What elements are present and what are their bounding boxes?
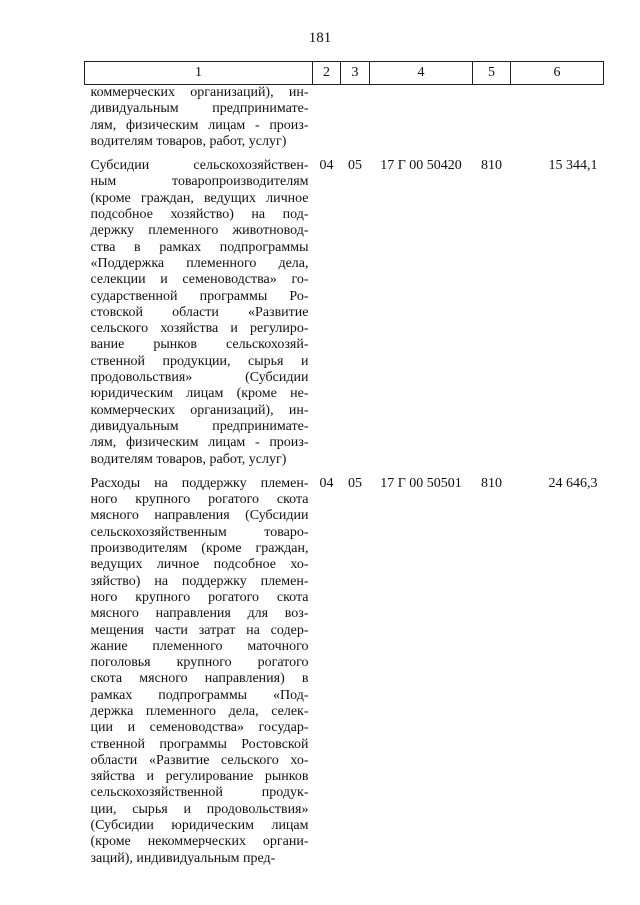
description-line: коммерческих организаций), ин-: [90, 85, 309, 100]
header-col-6: 6: [511, 62, 604, 85]
description-line: стовской области «Развитие: [90, 304, 309, 320]
table-header: [85, 62, 604, 85]
description-line: рамках подпрограммы «Под-: [90, 687, 309, 703]
table-row: [85, 468, 604, 867]
row-description: [85, 150, 313, 468]
row-amount: 15 344,1: [548, 158, 598, 174]
description-line: ведущих личное подсобное хо-: [90, 557, 309, 573]
description-line: сельского хозяйства и регулиро-: [90, 321, 309, 337]
description-line: ства в рамках подпрограммы: [90, 239, 309, 255]
description-line: подсобное хозяйство) на под-: [90, 207, 309, 223]
description-line: вание рынков сельскохозяй-: [90, 337, 309, 353]
description-line: поголовья крупного рогатого: [90, 655, 309, 671]
description-line: зяйства и регулирование рынков: [90, 769, 309, 785]
description-line: дивидуальным предпринимате-: [90, 418, 309, 434]
description-line: ного крупного рогатого скота: [90, 589, 309, 605]
description-line: (кроме граждан, ведущих личное: [90, 190, 309, 206]
description-line: скота мясного направления) в: [90, 671, 309, 687]
description-line: сударственной программы Ро-: [90, 288, 309, 304]
description-line: (кроме некоммерческих органи-: [90, 834, 309, 850]
description-line: мясного направления (Субсидии: [90, 508, 309, 524]
row-description: [85, 468, 313, 867]
description-line: продовольствия» (Субсидии: [90, 370, 309, 386]
table-body: [85, 85, 604, 867]
description-line: зяйство) на поддержку племен-: [90, 573, 309, 589]
row-amount: 24 646,3: [548, 475, 598, 491]
description-line: сельскохозяйственным товаро-: [90, 524, 309, 540]
description-line: водителям товаров, работ, услуг): [90, 451, 287, 467]
page-number: 181: [308, 30, 332, 46]
row-expense-type-code: 810: [481, 475, 502, 491]
description-line: ным товаропроизводителям: [90, 174, 309, 190]
description-line: ственной программы Ростовской: [90, 736, 309, 752]
description-line: лям, физическим лицам - произ-: [90, 435, 309, 451]
description-line: водителям товаров, работ, услуг): [90, 133, 287, 149]
description-line: сельскохозяйственной продук-: [90, 785, 309, 801]
description-line: мясного направления для воз-: [90, 606, 309, 622]
header-col-3: 3: [341, 62, 370, 85]
description-line: лям, физическим лицам - произ-: [90, 117, 309, 133]
description-line: области «Развитие сельского хо-: [90, 752, 309, 768]
description-line: дивидуальным предпринимате-: [90, 101, 309, 117]
table-row: [85, 150, 604, 468]
description-line: Субсидии сельскохозяйствен-: [90, 158, 309, 174]
description-line: производителям (кроме граждан,: [90, 541, 309, 557]
header-col-2: 2: [313, 62, 341, 85]
table-row-continuation: [85, 85, 604, 151]
description-line: держку племенного животновод-: [90, 223, 309, 239]
description-line: селекции и семеноводства» го-: [90, 272, 309, 288]
description-line: ции, сырья и продовольствия»: [90, 801, 309, 817]
description-line: юридическим лицам (кроме не-: [90, 386, 309, 402]
row-section-code: 04: [319, 158, 334, 174]
description-line: жание племенного маточного: [90, 638, 309, 654]
budget-table: [84, 61, 604, 867]
description-line: коммерческих организаций), ин-: [90, 402, 309, 418]
row-expense-type-code: 810: [481, 158, 502, 174]
description-line: ного крупного рогатого скота: [90, 492, 309, 508]
description-line: ции и семеноводства» государ-: [90, 720, 309, 736]
description-line: «Поддержка племенного дела,: [90, 255, 309, 271]
header-col-1: 1: [85, 62, 313, 85]
row-target-article-code: 17 Г 00 50420: [380, 158, 462, 174]
row-section-code: 04: [319, 475, 334, 491]
description-line: (Субсидии юридическим лицам: [90, 818, 309, 834]
description-line: ственной продукции, сырья и: [90, 353, 309, 369]
description-line: заций), индивидуальным пред-: [90, 850, 276, 866]
header-col-5: 5: [473, 62, 511, 85]
row-subsection-code: 05: [348, 475, 362, 491]
description-line: держка племенного дела, селек-: [90, 703, 309, 719]
header-col-4: 4: [370, 62, 473, 85]
row-target-article-code: 17 Г 00 50501: [380, 475, 462, 491]
description-line: мещения части затрат на содер-: [90, 622, 309, 638]
row-description: [85, 85, 313, 151]
description-line: Расходы на поддержку племен-: [90, 475, 309, 491]
row-subsection-code: 05: [348, 158, 362, 174]
